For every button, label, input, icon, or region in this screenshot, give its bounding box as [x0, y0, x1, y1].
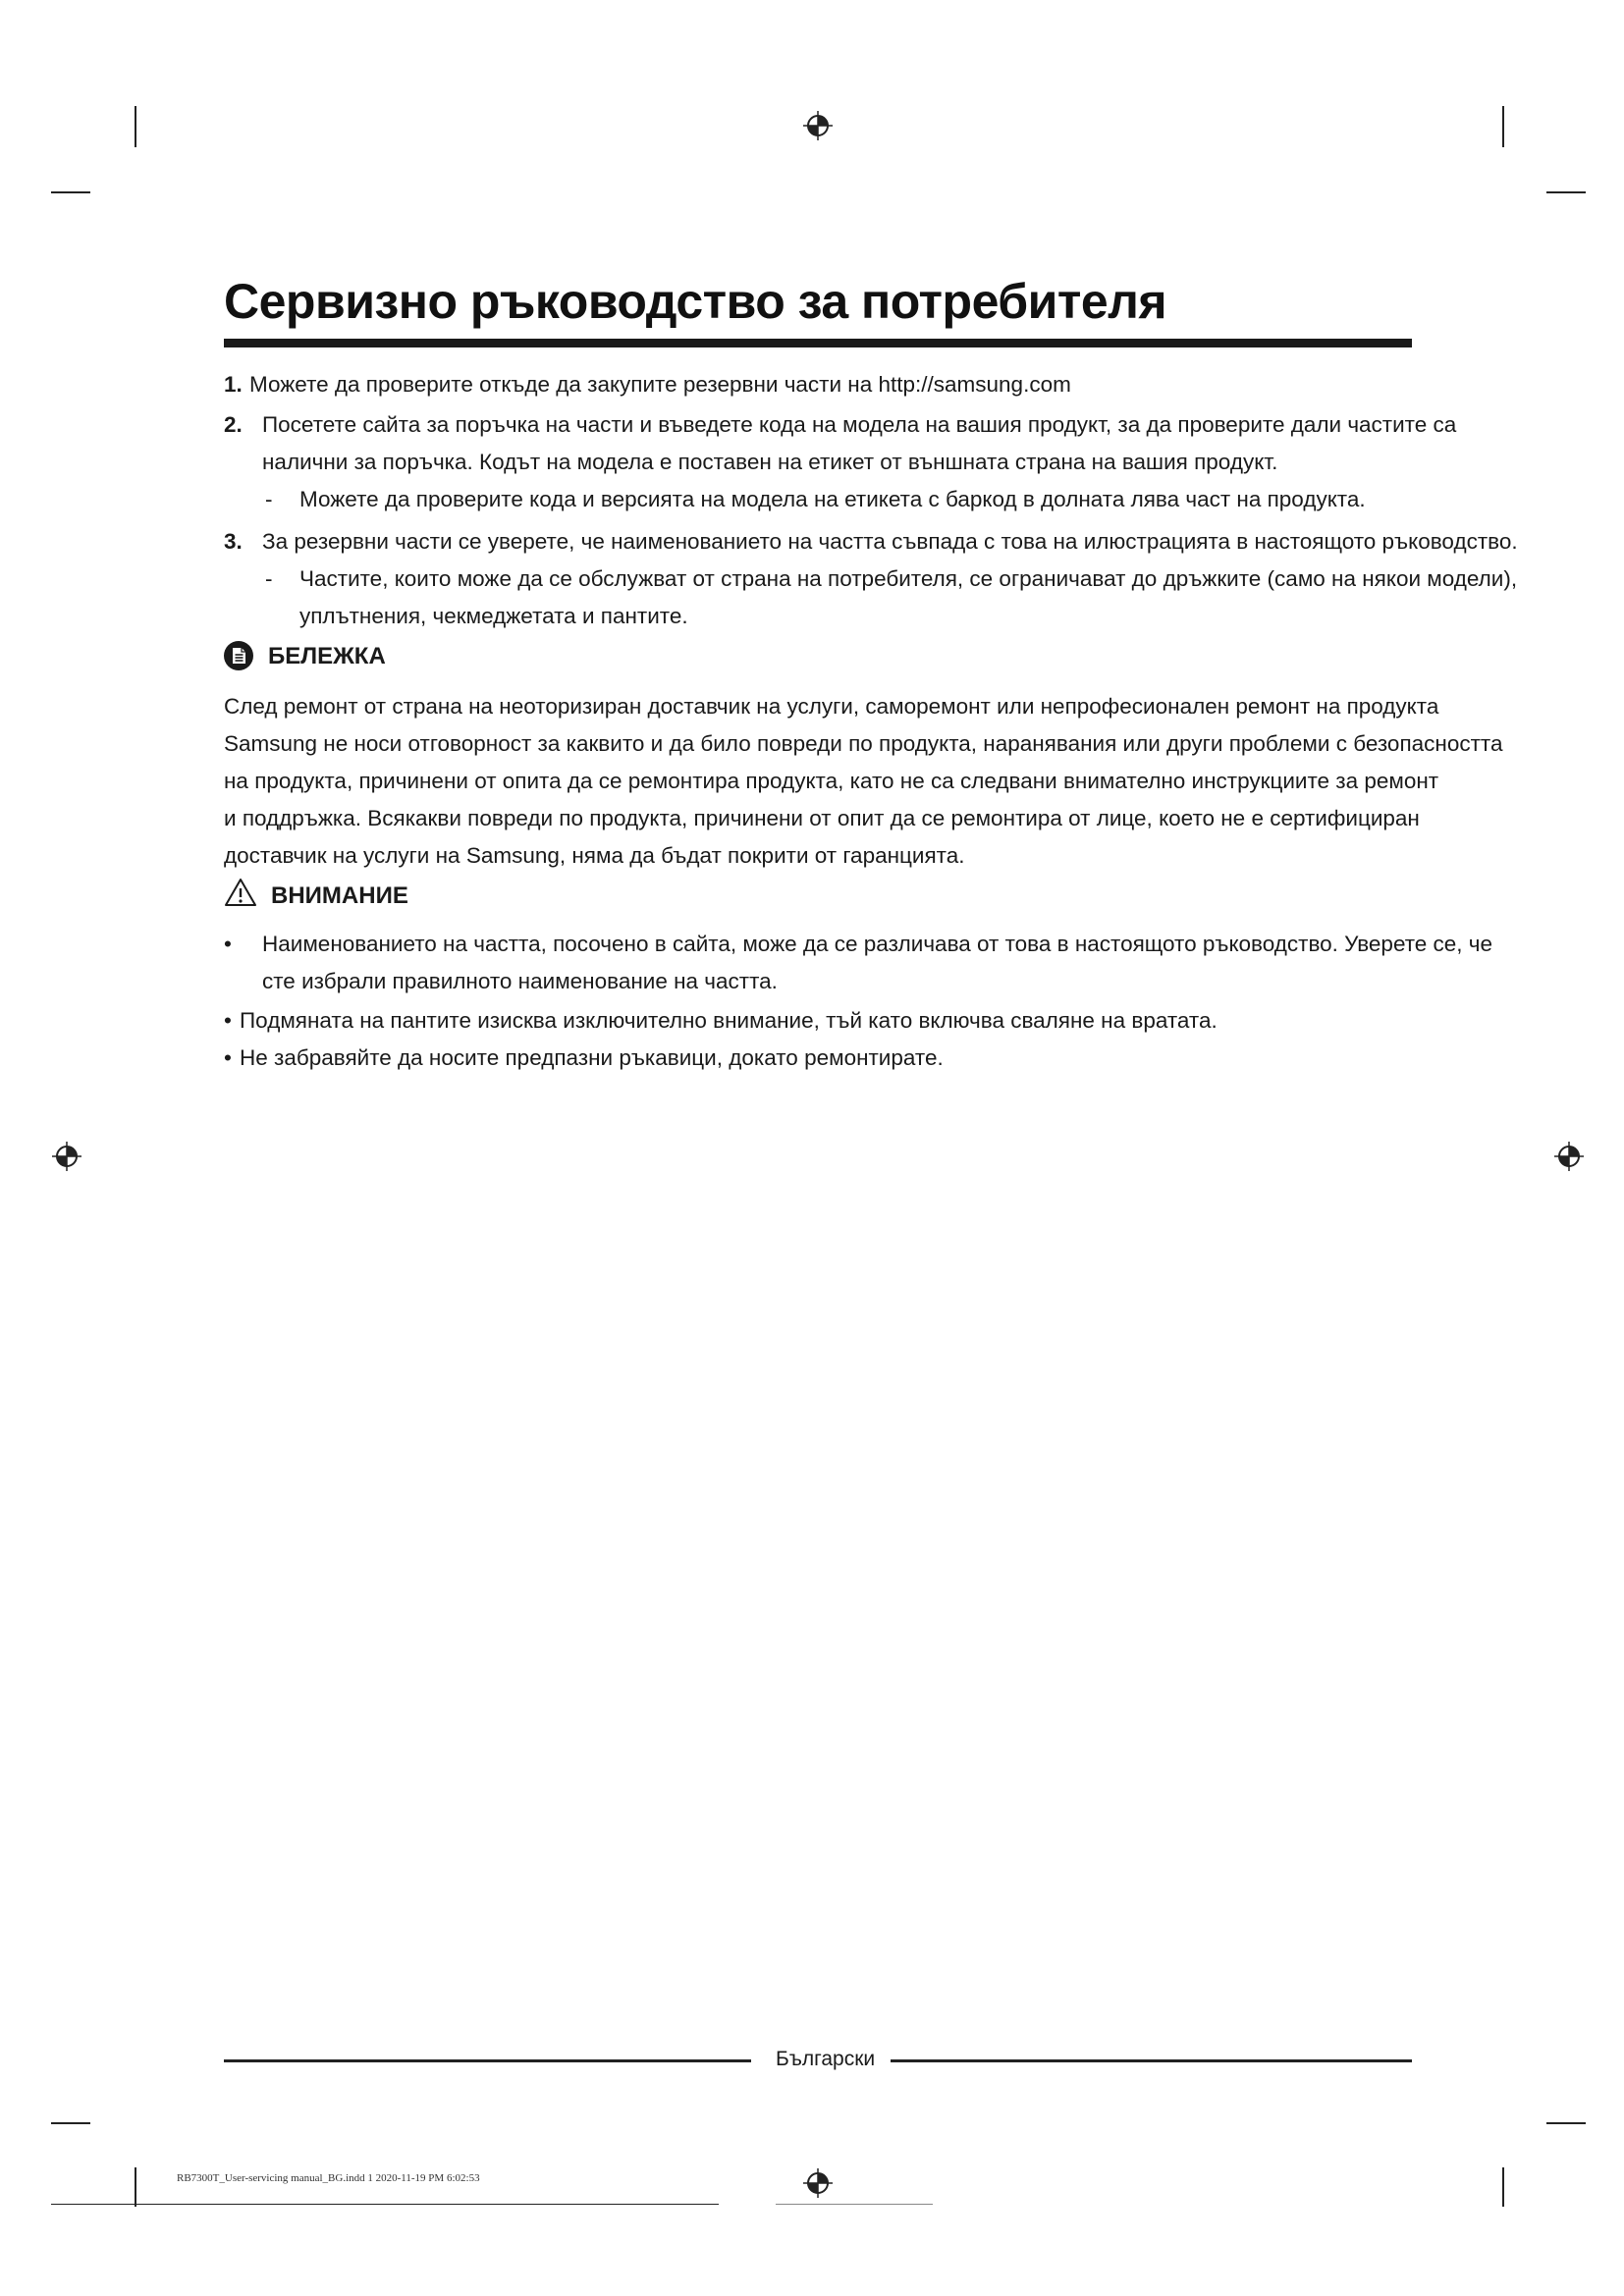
page-title: Сервизно ръководство за потребителя — [224, 274, 1167, 329]
list-item-text: Посетете сайта за поръчка на части и въведете кода на модела на вашия продукт, за да проверите дали частите са — [262, 412, 1457, 437]
sub-item-marker: - — [265, 487, 273, 511]
list-item-text: За резервни части се уверете, че наименованието на частта съвпада с това на илюстрацията в настоящото ръководство. — [262, 529, 1518, 554]
crop-mark-bottom-right — [1502, 2167, 1504, 2207]
note-text-line: доставчик на услуги на Samsung, няма да бъдат покрити от гаранцията. — [224, 843, 965, 868]
crop-mark-bottom-left — [135, 2167, 136, 2207]
registration-mark-icon — [1553, 1141, 1585, 1172]
note-heading: БЕЛЕЖКА — [268, 643, 386, 669]
sub-item-text: уплътнения, чекмеджетата и пантите. — [299, 604, 688, 628]
print-slug: RB7300T_User-servicing manual_BG.indd 1 2020-11-19 PM 6:02:53 — [177, 2172, 480, 2184]
bullet-marker: • — [224, 1008, 232, 1033]
note-text-line: и поддръжка. Всякакви повреди по продукта, причинени от опит да се ремонтира от лице, което не е сертифициран — [224, 806, 1420, 830]
footer-rule-left — [224, 2059, 751, 2062]
slug-rule-left — [51, 2204, 719, 2205]
list-item-number: 1. — [224, 372, 243, 397]
crop-mark-bottom-left-h — [51, 2122, 90, 2124]
list-item-number: 2. — [224, 412, 243, 437]
list-item-number: 3. — [224, 529, 243, 554]
bullet-marker: • — [224, 932, 232, 956]
list-item-text: налични за поръчка. Кодът на модела е поставен на етикет от външната страна на вашия продукт. — [262, 450, 1278, 474]
note-text-line: След ремонт от страна на неоторизиран доставчик на услуги, саморемонт или непрофесионален ремонт на продукта — [224, 694, 1439, 719]
footer-language: Български — [776, 2048, 876, 2070]
list-item-text: Можете да проверите откъде да закупите резервни части на http://samsung.com — [249, 372, 1071, 397]
bullet-text-line: Подмяната на пантите изисква изключително внимание, тъй като включва сваляне на вратата. — [240, 1008, 1218, 1033]
registration-mark-icon — [51, 1141, 82, 1172]
bullet-text-line: Не забравяйте да носите предпазни ръкавици, докато ремонтирате. — [240, 1045, 944, 1070]
crop-mark-top-right — [1502, 106, 1504, 147]
sub-item-text: Частите, които може да се обслужват от страна на потребителя, се ограничават до дръжките (само на някои модели), — [299, 566, 1518, 591]
note-text-line: на продукта, причинени от опита да се ремонтира продукта, като не са следвани внимателно инструкциите за ремонт — [224, 769, 1439, 793]
caution-heading: ВНИМАНИЕ — [271, 882, 408, 909]
sub-item-marker: - — [265, 566, 273, 591]
sub-item-text: Можете да проверите кода и версията на модела на етикета с баркод в долната лява част на продукта. — [299, 487, 1366, 511]
registration-mark-icon — [802, 2167, 834, 2199]
slug-rule-right — [776, 2204, 933, 2205]
title-rule — [224, 339, 1412, 347]
crop-mark-bottom-right-h — [1546, 2122, 1586, 2124]
crop-mark-top-left-h — [51, 191, 90, 193]
crop-mark-top-left — [135, 106, 136, 147]
bullet-marker: • — [224, 1045, 232, 1070]
footer-rule-right — [891, 2059, 1412, 2062]
crop-mark-top-right-h — [1546, 191, 1586, 193]
registration-mark-icon — [802, 110, 834, 141]
bullet-text-line: Наименованието на частта, посочено в сайта, може да се различава от това в настоящото ръководство. Уверете се, че — [262, 932, 1493, 956]
note-icon — [223, 640, 254, 671]
bullet-text-line: сте избрали правилното наименование на частта. — [262, 969, 778, 993]
warning-triangle-icon — [223, 877, 258, 908]
note-text-line: Samsung не носи отговорност за каквито и да било повреди по продукта, наранявания или други проблеми с безопасността — [224, 731, 1503, 756]
